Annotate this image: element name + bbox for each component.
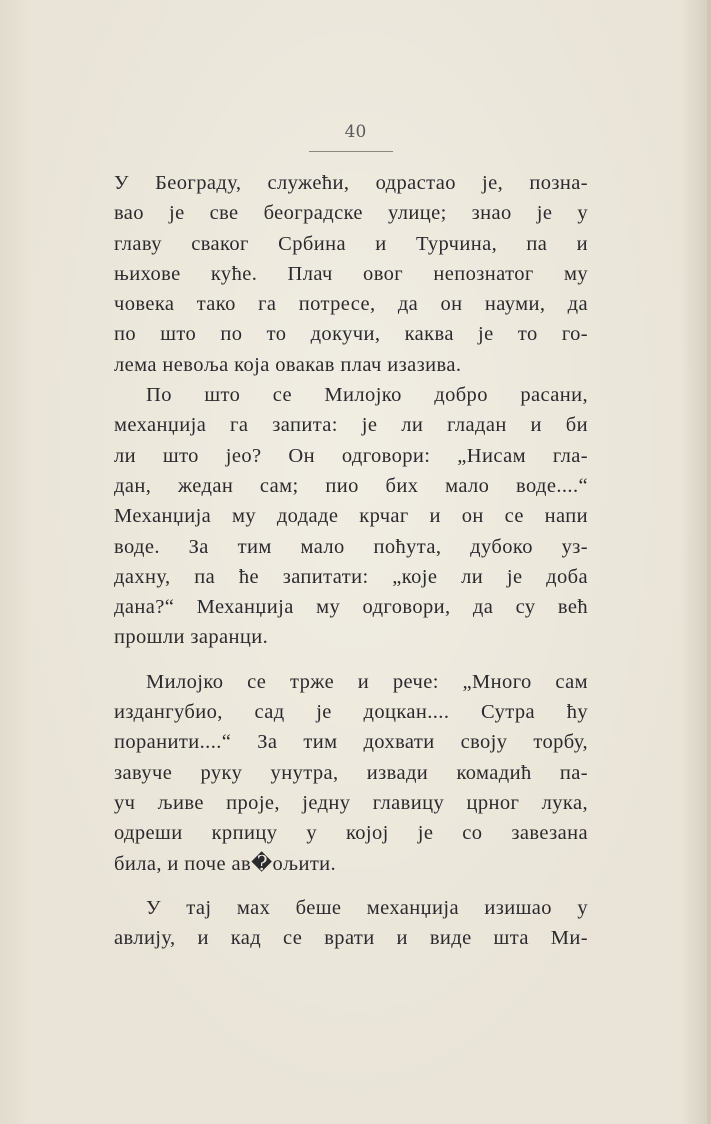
text-line: дахну, па ће запитати: „које ли је доба <box>114 565 588 588</box>
text-line: човека тако га потресе, да он науми, да <box>114 293 588 316</box>
page-edge <box>707 0 711 1124</box>
text-line: завуче руку унутра, извади комадић па- <box>114 761 588 784</box>
text-line: издангубио, сад је доцкан.... Сутра ћу <box>114 701 588 724</box>
text-line: У Београду, служећи, одрастао је, позна- <box>114 172 588 194</box>
paragraph-gap <box>114 653 588 667</box>
text-line: Механџија му додаде крчаг и он се напи <box>114 505 588 528</box>
body-text <box>114 168 588 953</box>
text-line: била, и поче ав�ољити. <box>114 852 337 875</box>
text-line: прошли заранци. <box>114 626 269 649</box>
paragraph <box>114 667 588 879</box>
text-line: механџија га запита: је ли гладан и би <box>114 414 588 437</box>
text-line: По што се Милојко добро расани, <box>146 384 588 407</box>
text-line: авлију, и кад се врати и виде шта Ми- <box>114 927 588 950</box>
paragraph-gap <box>114 879 588 893</box>
text-line: уч љиве проје, једну главицу црног лука, <box>114 791 588 814</box>
text-line: поранити....“ За тим дохвати своју торбу, <box>114 731 588 754</box>
text-line: одреши крпицу у којој је со завезана <box>114 822 588 845</box>
text-line: њихове куће. Плач овог непознатог му <box>114 262 588 285</box>
page-number: 40 <box>344 122 367 142</box>
text-line: дана?“ Механџија му одговори, да су већ <box>114 596 588 619</box>
text-line: У тај мах беше механџија изишао у <box>146 896 588 919</box>
text-line: дан, жедан сам; пио бих мало воде....“ <box>114 474 588 497</box>
text-line: по што по то докучи, каква је то го- <box>114 323 588 346</box>
text-line: воде. За тим мало поћута, дубоко уз- <box>114 535 588 558</box>
text-line: Милојко се трже и рече: „Много сам <box>146 670 588 693</box>
text-line: ли што јео? Он одговори: „Нисам гла- <box>114 444 588 467</box>
text-line: главу сваког Србина и Турчина, па и <box>114 232 588 255</box>
text-line: вао је све београдске улице; знао је у <box>114 202 588 225</box>
paragraph <box>114 380 588 653</box>
paragraph <box>114 168 588 380</box>
page-number-rule <box>309 151 393 152</box>
text-line: лема невоља која овакав плач изазива. <box>114 353 462 376</box>
paragraph <box>114 893 588 954</box>
